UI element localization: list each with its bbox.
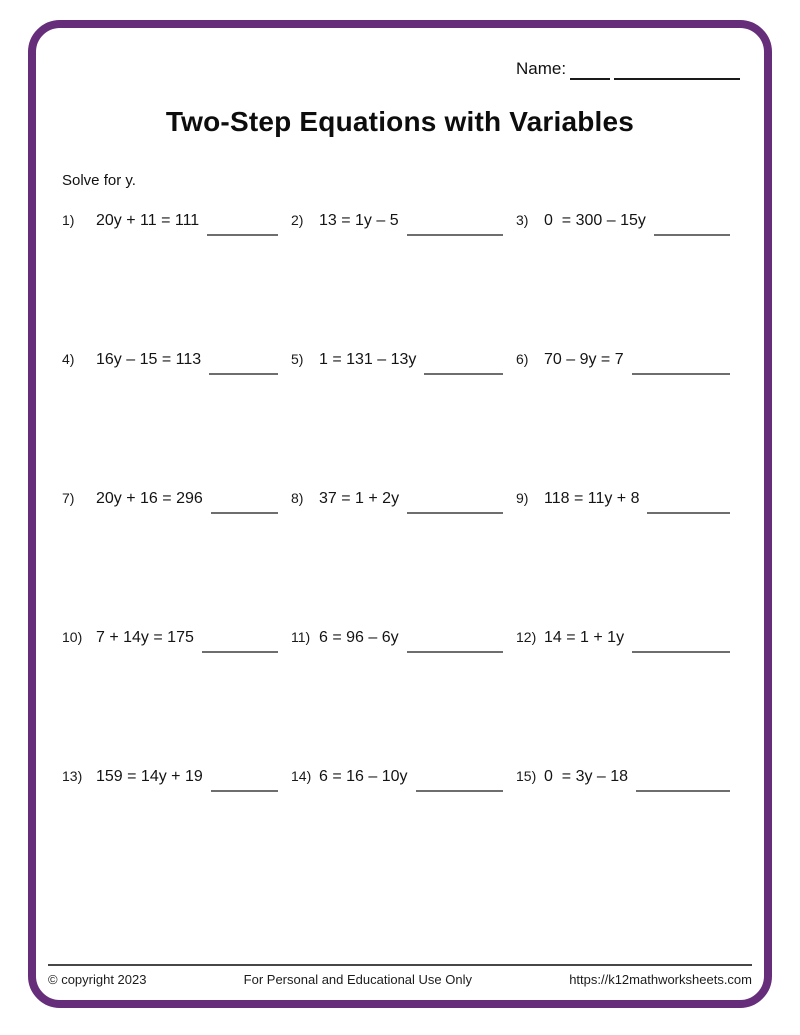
problem-item bbox=[62, 488, 278, 627]
problem-number: 10) bbox=[62, 629, 83, 645]
footer bbox=[48, 972, 752, 987]
problem-number: 9) bbox=[516, 490, 529, 506]
answer-blank[interactable] bbox=[632, 349, 730, 375]
equation-text: 6 = 96 – 6y bbox=[319, 629, 399, 646]
answer-blank[interactable] bbox=[407, 627, 503, 653]
page-title: Two-Step Equations with Variables bbox=[165, 106, 635, 137]
answer-blank[interactable] bbox=[424, 349, 503, 375]
equation-text: 0 = 3y – 18 bbox=[544, 768, 629, 785]
answer-blank[interactable] bbox=[211, 766, 278, 792]
answer-blank[interactable] bbox=[407, 488, 503, 514]
equation-text: 20y + 16 = 296 bbox=[96, 490, 203, 507]
problem-item bbox=[516, 766, 730, 905]
problem-item bbox=[516, 488, 730, 627]
problem-item bbox=[291, 766, 503, 905]
equation-text: 6 = 16 – 10y bbox=[319, 768, 408, 785]
copyright-text: © copyright 2023 bbox=[48, 972, 147, 987]
problem-item bbox=[62, 349, 278, 488]
equation-text: 16y – 15 = 113 bbox=[96, 351, 202, 368]
equation-text: 13 = 1y – 5 bbox=[319, 212, 399, 229]
problem-number: 8) bbox=[291, 490, 304, 506]
problem-item bbox=[62, 627, 278, 766]
problem-number: 14) bbox=[291, 768, 312, 784]
answer-blank[interactable] bbox=[632, 627, 730, 653]
answer-blank[interactable] bbox=[407, 210, 503, 236]
usage-text: For Personal and Educational Use Only bbox=[243, 972, 473, 987]
problem-number: 2) bbox=[291, 212, 304, 228]
answer-blank[interactable] bbox=[211, 488, 278, 514]
problem-item bbox=[516, 349, 730, 488]
equation-text: 37 = 1 + 2y bbox=[319, 490, 400, 507]
equation-text: 20y + 11 = 111 bbox=[96, 212, 200, 229]
problem-item bbox=[291, 488, 503, 627]
answer-blank[interactable] bbox=[202, 627, 278, 653]
problems-grid bbox=[62, 210, 730, 905]
equation-text: 118 = 11y + 8 bbox=[544, 490, 640, 507]
problem-number: 6) bbox=[516, 351, 529, 367]
equation-text: 14 = 1 + 1y bbox=[544, 629, 625, 646]
problem-item bbox=[62, 766, 278, 905]
problem-number: 11) bbox=[291, 629, 311, 645]
name-field bbox=[516, 56, 740, 80]
answer-blank[interactable] bbox=[647, 488, 730, 514]
problem-item bbox=[291, 349, 503, 488]
answer-blank[interactable] bbox=[654, 210, 730, 236]
problem-number: 15) bbox=[516, 768, 537, 784]
equation-text: 70 – 9y = 7 bbox=[544, 351, 624, 368]
answer-blank[interactable] bbox=[209, 349, 278, 375]
equation-text: 1 = 131 – 13y bbox=[319, 351, 417, 368]
problem-number: 5) bbox=[291, 351, 304, 367]
equation-text: 159 = 14y + 19 bbox=[96, 768, 203, 785]
problem-number: 1) bbox=[62, 212, 75, 228]
problem-item bbox=[291, 627, 503, 766]
problem-number: 12) bbox=[516, 629, 537, 645]
footer-divider bbox=[48, 964, 752, 966]
equation-text: 0 = 300 – 15y bbox=[544, 212, 646, 229]
name-blank[interactable] bbox=[570, 60, 610, 80]
answer-blank[interactable] bbox=[416, 766, 503, 792]
name-blank[interactable] bbox=[614, 60, 740, 80]
answer-blank[interactable] bbox=[636, 766, 730, 792]
instructions-text: Solve for y. bbox=[62, 172, 136, 189]
problem-number: 7) bbox=[62, 490, 75, 506]
problem-number: 4) bbox=[62, 351, 75, 367]
equation-text: 7 + 14y = 175 bbox=[96, 629, 194, 646]
name-label: Name: bbox=[516, 59, 567, 78]
problem-item bbox=[516, 627, 730, 766]
answer-blank[interactable] bbox=[207, 210, 278, 236]
problem-item bbox=[516, 210, 730, 349]
site-url-link[interactable]: https://k12mathworksheets.com bbox=[569, 972, 752, 987]
problem-item bbox=[62, 210, 278, 349]
problem-number: 3) bbox=[516, 212, 529, 228]
problem-number: 13) bbox=[62, 768, 83, 784]
problem-item bbox=[291, 210, 503, 349]
